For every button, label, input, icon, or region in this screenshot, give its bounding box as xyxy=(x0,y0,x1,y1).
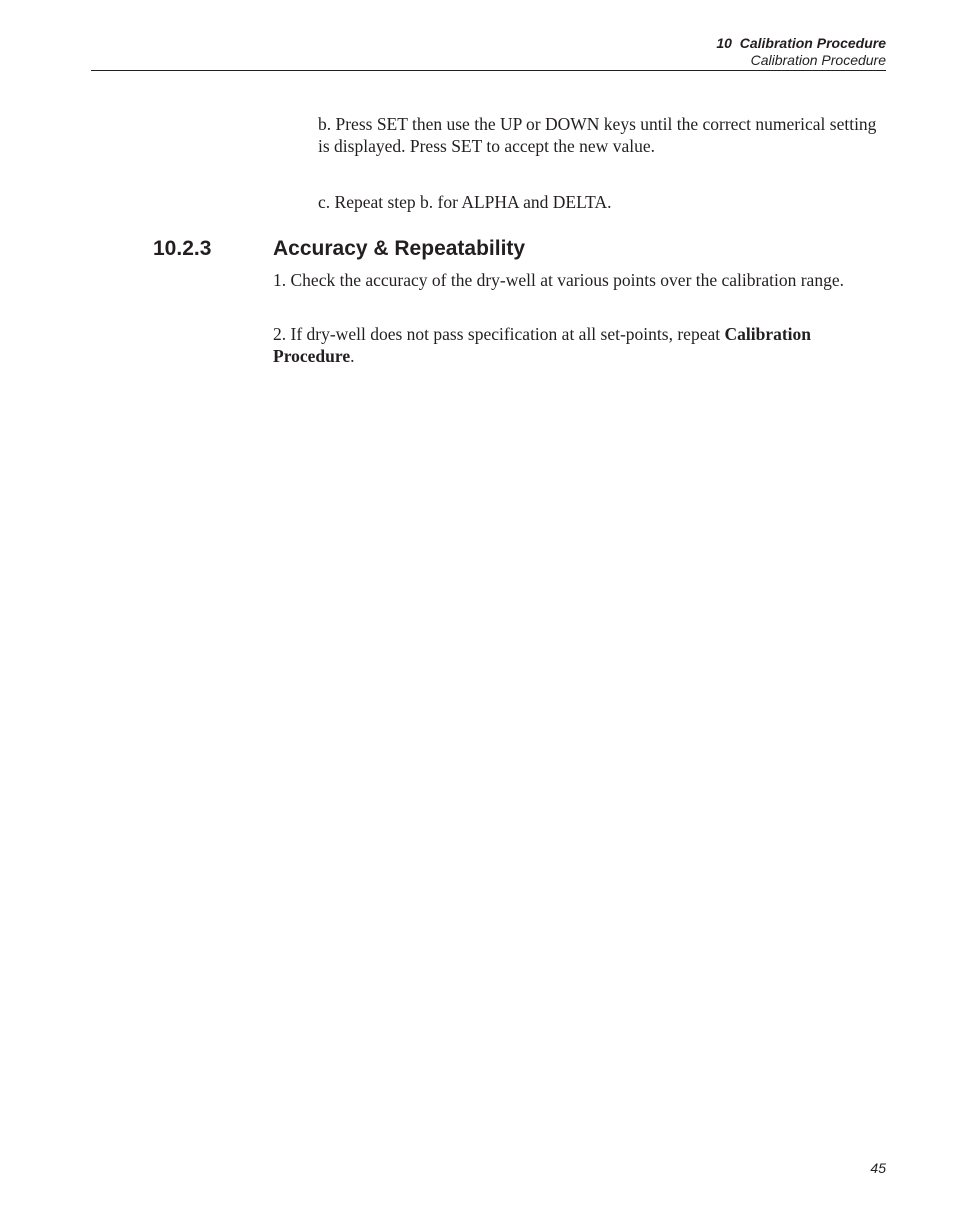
paragraph-accuracy-check: 1. Check the accuracy of the dry-well at various points over the calibration range. xyxy=(273,270,844,290)
page-header xyxy=(716,35,886,69)
calibration-procedure-reference: Calibration Procedure xyxy=(273,324,812,366)
step-c-text: c. Repeat step b. for ALPHA and DELTA. xyxy=(318,192,612,212)
paragraph-2-suffix: . xyxy=(350,346,355,366)
header-chapter-title: 10 Calibration Procedure xyxy=(716,35,886,51)
paragraph-2-prefix: 2. If dry-well does not pass specification at all set-points, repeat xyxy=(273,324,725,344)
section-heading xyxy=(153,236,525,262)
paragraph-repeat-calibration xyxy=(273,323,873,367)
step-b-text: b. Press SET then use the UP or DOWN keys until the correct numerical setting is displayed. Press SET to accept the new value. xyxy=(318,114,877,156)
header-divider xyxy=(91,70,886,71)
header-section-title: Calibration Procedure xyxy=(750,52,886,68)
page-number: 45 xyxy=(870,1160,886,1176)
section-title: Accuracy & Repeatability xyxy=(273,237,526,260)
section-number: 10.2.3 xyxy=(153,237,212,260)
